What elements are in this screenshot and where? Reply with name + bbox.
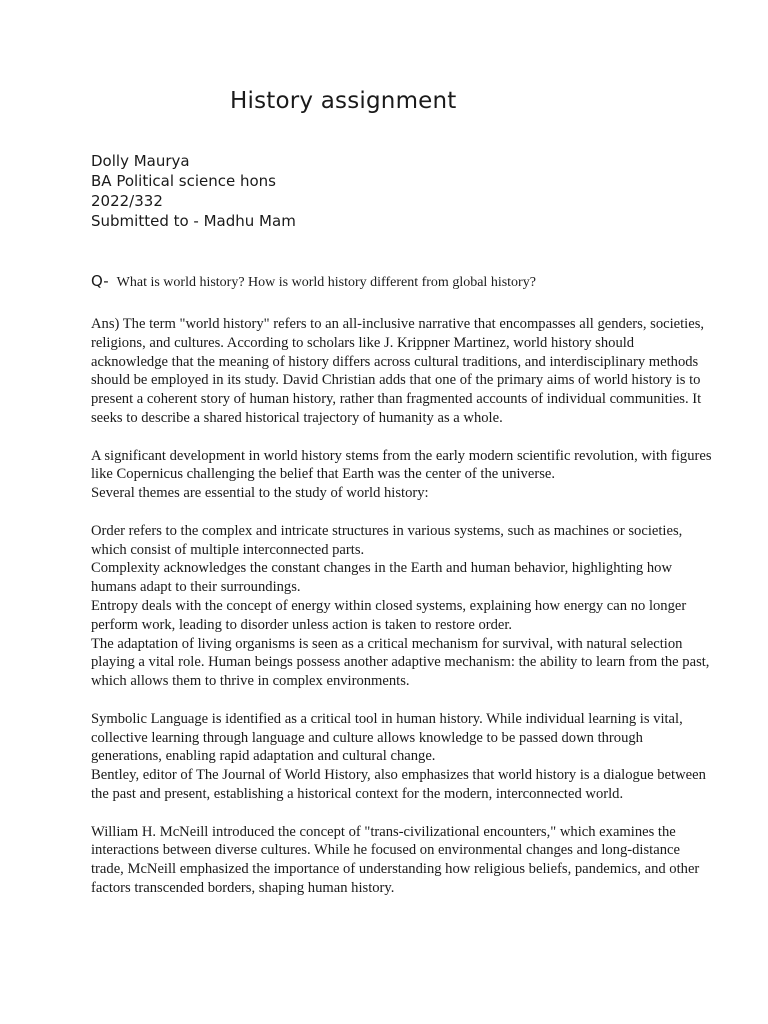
paragraph bbox=[91, 823, 700, 898]
text-line: religions, and cultures. According to scholars like J. Krippner Martinez, world history should bbox=[91, 334, 635, 351]
text-line: factors transcended borders, shaping human history. bbox=[91, 879, 395, 896]
text-line: William H. McNeill introduced the concept of "trans-civilizational encounters," which examines the bbox=[91, 823, 676, 840]
submitted-to: Submitted to - Madhu Mam bbox=[91, 212, 296, 230]
text-line: Entropy deals with the concept of energy within closed systems, explaining how energy can no longer bbox=[91, 597, 687, 614]
text-line: Order refers to the complex and intricate structures in various systems, such as machines or societies, bbox=[91, 522, 683, 539]
text-line: Ans) The term "world history" refers to an all-inclusive narrative that encompasses all genders, societies, bbox=[91, 316, 705, 332]
text-line: should be employed in its study. David Christian adds that one of the primary aims of world history is to bbox=[91, 372, 701, 389]
text-line: Several themes are essential to the study of world history: bbox=[91, 485, 429, 502]
text-line: Complexity acknowledges the constant changes in the Earth and human behavior, highlighting how bbox=[91, 560, 673, 577]
author-name: Dolly Maurya bbox=[91, 152, 190, 170]
paragraph bbox=[91, 710, 706, 804]
paragraph bbox=[91, 315, 705, 428]
text-line: which consist of multiple interconnected parts. bbox=[91, 541, 365, 558]
answer-body bbox=[91, 315, 712, 917]
text-line: which allows them to thrive in complex environments. bbox=[91, 673, 410, 690]
question-label: Q- bbox=[91, 272, 109, 290]
text-line: the past and present, establishing a historical context for the modern, interconnected world. bbox=[91, 785, 624, 802]
author-roll-number: 2022/332 bbox=[91, 192, 163, 210]
page-title: History assignment bbox=[230, 88, 457, 114]
author-info bbox=[91, 151, 296, 231]
text-line: humans adapt to their surroundings. bbox=[91, 579, 301, 596]
text-line: A significant development in world history stems from the early modern scientific revolution, with figures bbox=[91, 447, 712, 464]
text-line: generations, enabling rapid adaptation and cultural change. bbox=[91, 748, 436, 765]
text-line: seeks to describe a shared historical trajectory of humanity as a whole. bbox=[91, 409, 503, 426]
text-line: perform work, leading to disorder unless action is taken to restore order. bbox=[91, 616, 513, 633]
text-line: Symbolic Language is identified as a critical tool in human history. While individual learning is vital, bbox=[91, 710, 683, 727]
text-line: interactions between diverse cultures. While he focused on environmental changes and long-distance bbox=[91, 842, 680, 859]
paragraph bbox=[91, 522, 710, 691]
author-course: BA Political science hons bbox=[91, 172, 276, 190]
text-line: The adaptation of living organisms is seen as a critical mechanism for survival, with natural selection bbox=[91, 635, 683, 652]
text-line: playing a vital role. Human beings possess another adaptive mechanism: the ability to learn from the past, bbox=[91, 654, 710, 671]
text-line: present a coherent story of human history, rather than fragmented accounts of individual communities. It bbox=[91, 391, 702, 408]
text-line: acknowledge that the meaning of history differs across cultural traditions, and interdisciplinary methods bbox=[91, 353, 699, 370]
question-text: What is world history? How is world history different from global history? bbox=[116, 275, 536, 290]
text-line: collective learning through language and culture allows knowledge to be passed down through bbox=[91, 729, 643, 746]
text-line: like Copernicus challenging the belief that Earth was the center of the universe. bbox=[91, 466, 555, 483]
text-line: Bentley, editor of The Journal of World History, also emphasizes that world history is a dialogue between bbox=[91, 767, 706, 784]
paragraph bbox=[91, 447, 712, 503]
text-line: trade, McNeill emphasized the importance of understanding how religious beliefs, pandemics, and other bbox=[91, 861, 700, 878]
question bbox=[91, 272, 711, 291]
